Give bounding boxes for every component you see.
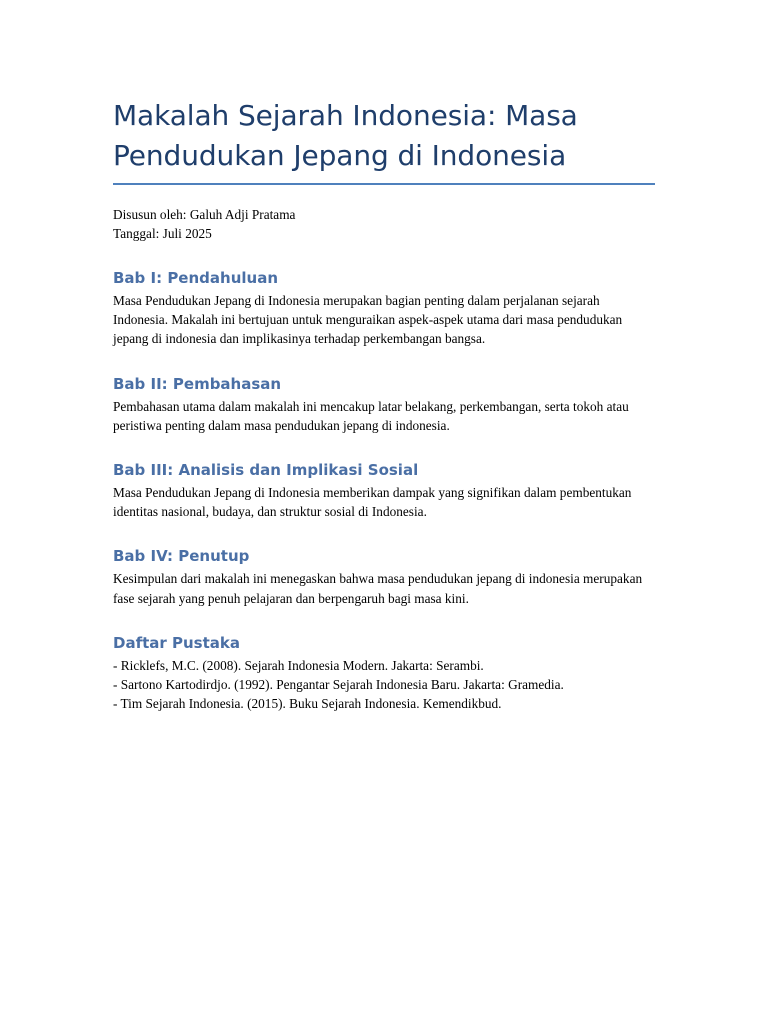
section-body: Pembahasan utama dalam makalah ini mencakup latar belakang, perkembangan, serta tokoh atau peristiwa penting dalam masa pendudukan jepang di indonesia. xyxy=(113,398,629,433)
section-heading: Bab IV: Penutup xyxy=(113,547,250,566)
section-body: Masa Pendudukan Jepang di Indonesia merupakan bagian penting dalam perjalanan sejarah Indonesia. Makalah ini bertujuan untuk menguraikan aspek-aspek utama dari masa pendudukan jepang di indonesia dan implikasinya terhadap perkembangan bangsa. xyxy=(113,293,623,347)
section-heading: Bab I: Pendahuluan xyxy=(113,269,278,287)
section-references xyxy=(113,633,655,714)
document-meta xyxy=(113,205,655,243)
section-bab-3 xyxy=(113,460,655,521)
section-bab-1 xyxy=(113,268,655,349)
references-heading: Daftar Pustaka xyxy=(113,633,241,652)
section-body: Masa Pendudukan Jepang di Indonesia memberikan dampak yang signifikan dalam pembentukan identitas nasional, budaya, dan struktur sosial di Indonesia. xyxy=(113,485,632,520)
date-line: Tanggal: Juli 2025 xyxy=(113,226,212,241)
reference-item: - Sartono Kartodirdjo. (1992). Pengantar Sejarah Indonesia Baru. Jakarta: Gramedia. xyxy=(113,677,564,693)
reference-item: - Tim Sejarah Indonesia. (2015). Buku Sejarah Indonesia. Kemendikbud. xyxy=(113,696,502,712)
document-page xyxy=(113,96,655,713)
section-bab-2 xyxy=(113,374,655,435)
document-title: Makalah Sejarah Indonesia: Masa Pendudukan Jepang di Indonesia xyxy=(113,96,655,185)
section-heading: Bab II: Pembahasan xyxy=(113,374,282,393)
section-body: Kesimpulan dari makalah ini menegaskan bahwa masa pendudukan jepang di indonesia merupakan fase sejarah yang penuh pelajaran dan berpengaruh bagi masa kini. xyxy=(113,571,643,606)
section-bab-4 xyxy=(113,546,655,607)
section-heading: Bab III: Analisis dan Implikasi Sosial xyxy=(113,461,419,480)
reference-item: - Ricklefs, M.C. (2008). Sejarah Indonesia Modern. Jakarta: Serambi. xyxy=(113,657,484,673)
author-line: Disusun oleh: Galuh Adji Pratama xyxy=(113,207,296,222)
